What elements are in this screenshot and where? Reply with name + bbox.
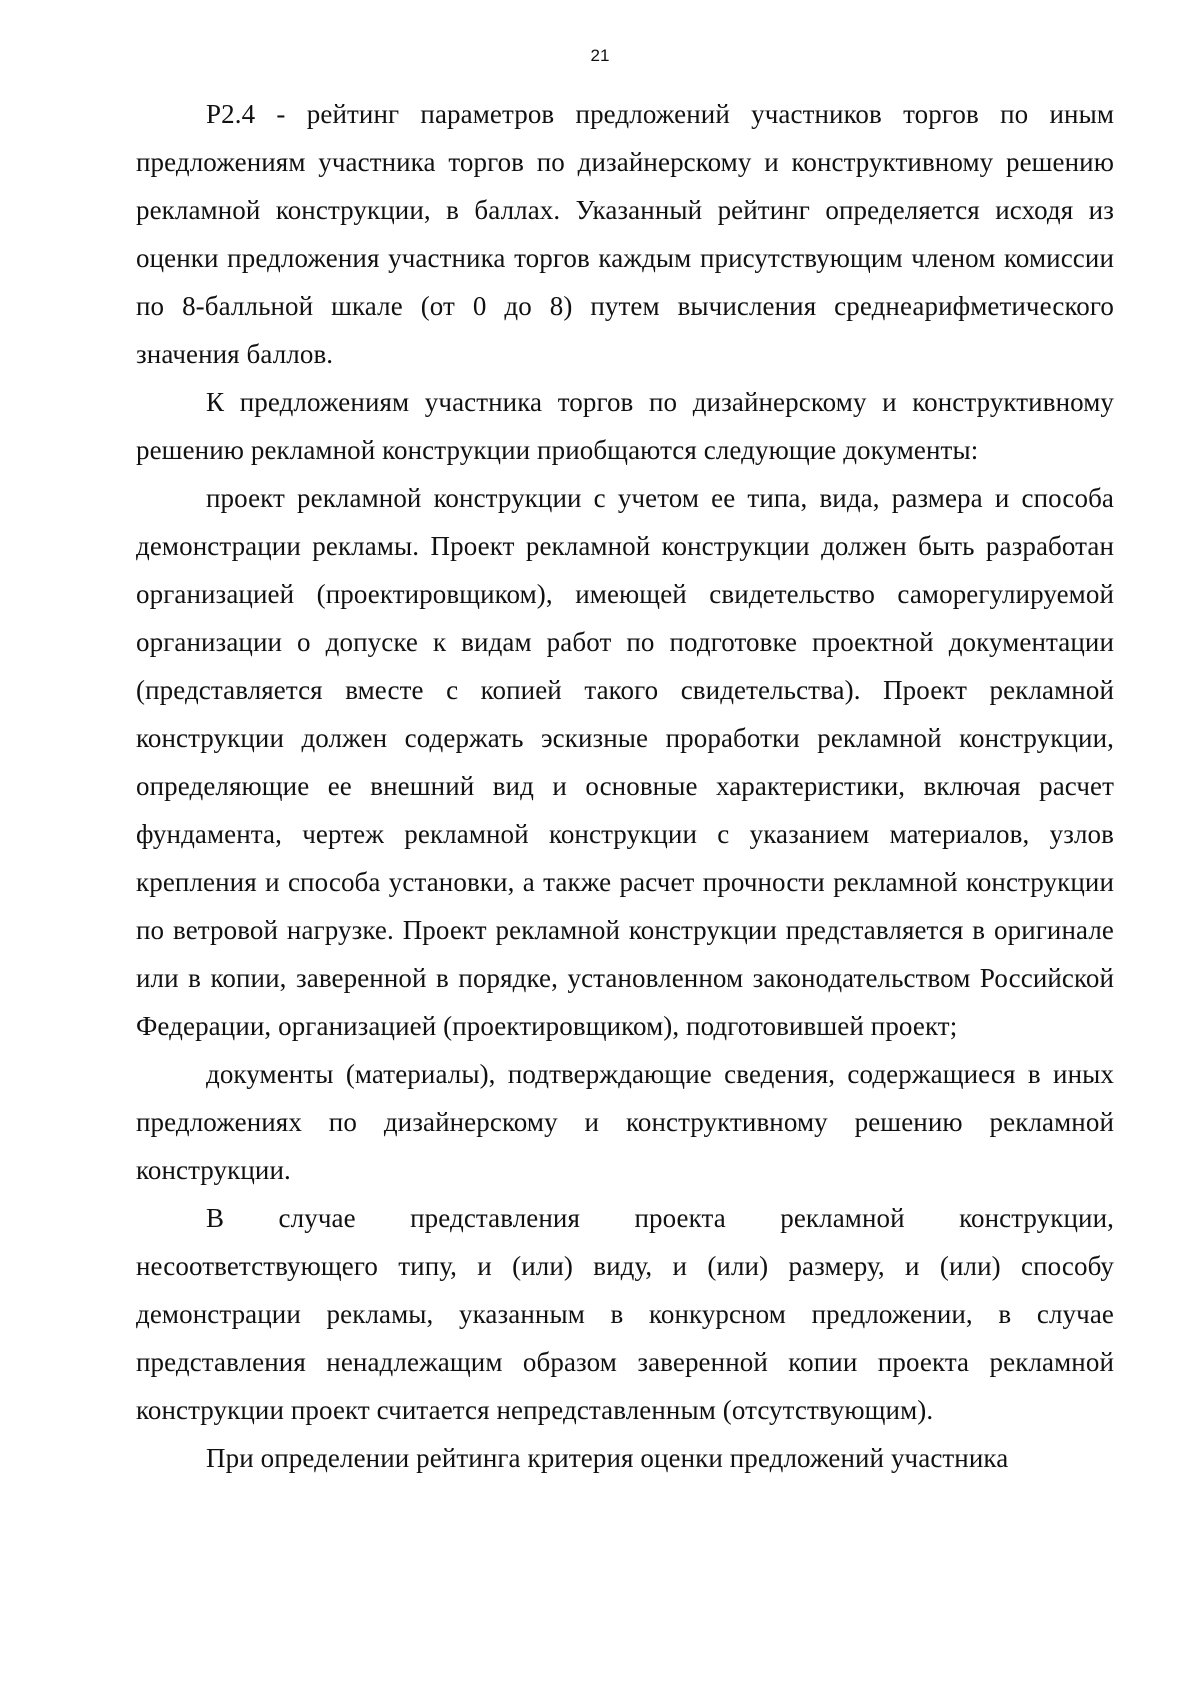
page-number: 21: [590, 46, 610, 65]
body-text: [136, 90, 1114, 1482]
paragraph-rating-determination: При определении рейтинга критерия оценки предложений участника: [206, 1443, 1009, 1473]
paragraph-rating-p2-4: Р2.4 - рейтинг параметров предложений участников торгов по иным предложениям участника торгов по дизайнерскому и конструктивному решению рекламной конструкции, в баллах. Указанный рейтинг определяется исходя из оценки предложения участника торгов каждым присутствующим членом комиссии по 8-балльной шкале (от 0 до 8) путем вычисления среднеарифметического значения баллов.: [136, 99, 1114, 369]
paragraph-nonconforming-project: В случае представления проекта рекламной конструкции, несоответствующего типу, и (или) виду, и (или) размеру, и (или) способу демонстрации рекламы, указанным в конкурсном предложении, в случае представления ненадлежащим образом заверенной копии проекта рекламной конструкции проект считается непредставленным (отсутствующим).: [136, 1203, 1114, 1425]
paragraph-supporting-documents: документы (материалы), подтверждающие сведения, содержащиеся в иных предложениях по дизайнерскому и конструктивному решению рекламной конструкции.: [136, 1059, 1114, 1185]
paragraph-construction-project: проект рекламной конструкции с учетом ее типа, вида, размера и способа демонстрации рекламы. Проект рекламной конструкции должен быть разработан организацией (проектировщиком), имеющей свидетельство саморегулируемой организации о допуске к видам работ по подготовке проектной документации (представляется вместе с копией такого свидетельства). Проект рекламной конструкции должен содержать эскизные проработки рекламной конструкции, определяющие ее внешний вид и основные характеристики, включая расчет фундамента, чертеж рекламной конструкции с указанием материалов, узлов крепления и способа установки, а также расчет прочности рекламной конструкции по ветровой нагрузке. Проект рекламной конструкции представляется в оригинале или в копии, заверенной в порядке, установленном законодательством Российской Федерации, организацией (проектировщиком), подготовившей проект;: [136, 483, 1114, 1041]
paragraph-attached-documents-intro: К предложениям участника торгов по дизайнерскому и конструктивному решению рекламной конструкции приобщаются следующие документы:: [136, 387, 1114, 465]
